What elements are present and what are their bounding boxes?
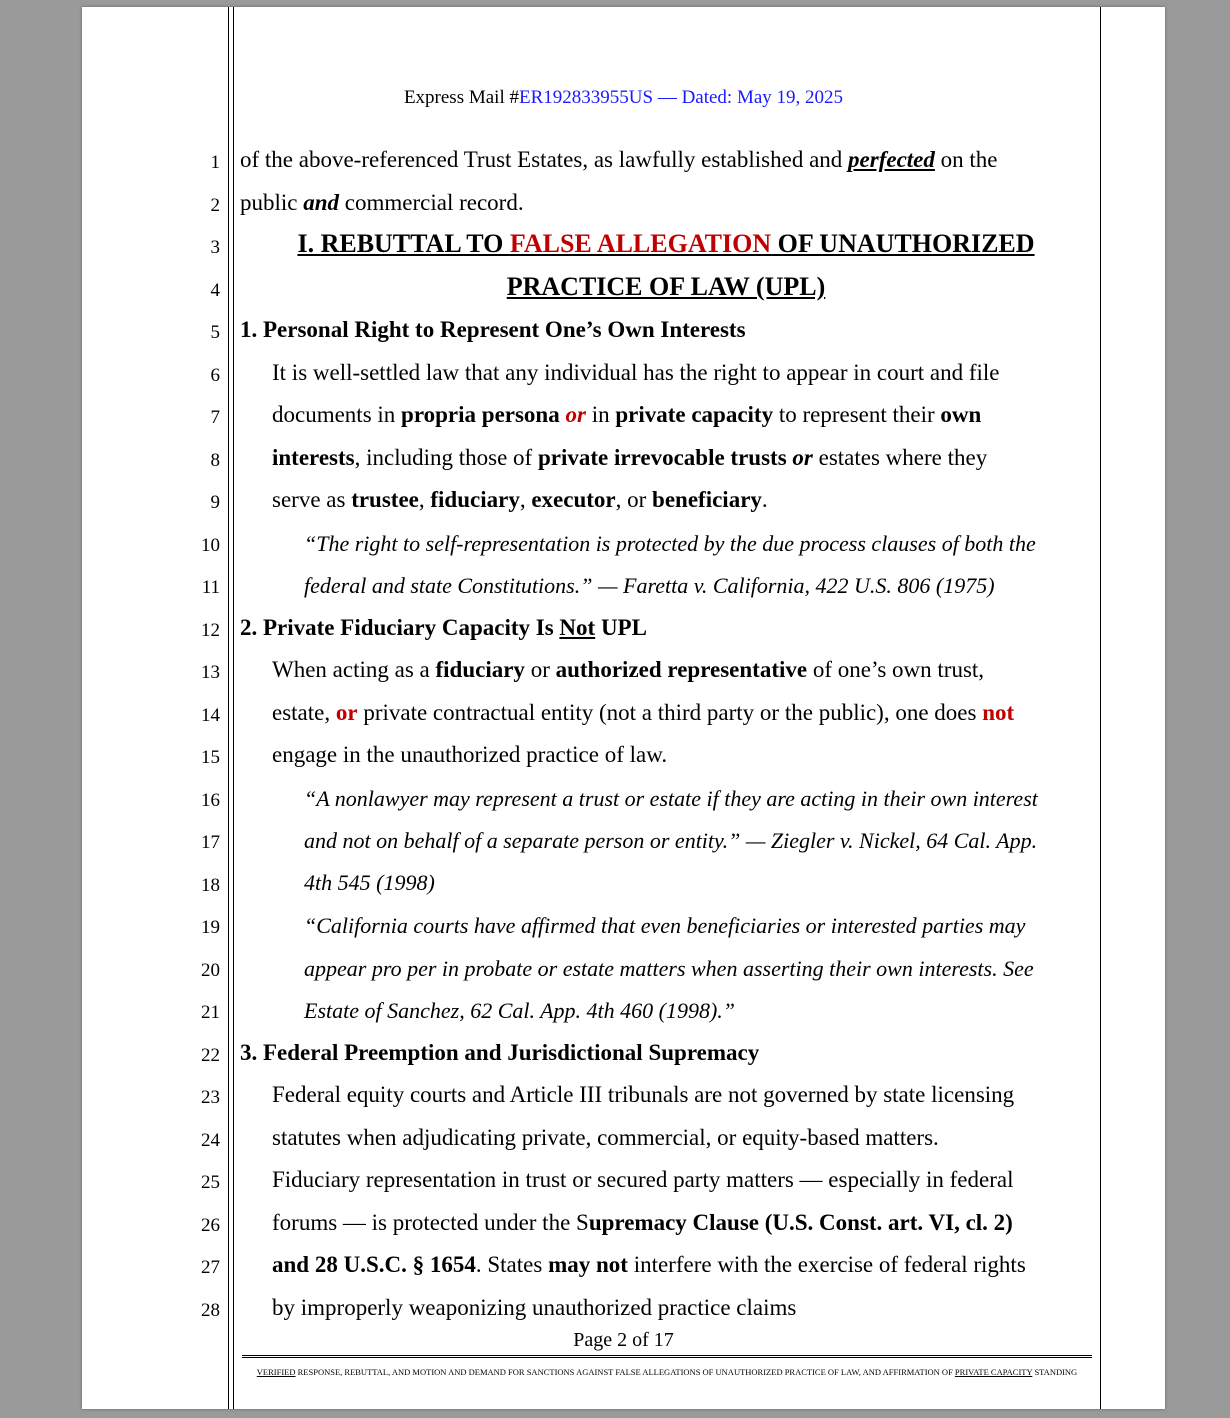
section-3-title: 3. Federal Preemption and Jurisdictional Supremacy: [240, 1040, 760, 1065]
line-number: 5: [210, 322, 220, 343]
line-number: 18: [201, 875, 220, 896]
quote-faretta-1: “The right to self-representation is protected by the due process clauses of both the: [304, 531, 1036, 556]
quote-faretta-2: federal and state Constitutions.” — Faretta v. California, 422 U.S. 806 (1975): [304, 573, 995, 598]
section-heading: I. REBUTTAL TO FALSE ALLEGATION OF UNAUTHORIZED: [297, 229, 1035, 258]
section-2-title: 2. Private Fiduciary Capacity Is Not UPL: [240, 615, 647, 640]
body-line-8: interests, including those of private irrevocable trusts or estates where they: [272, 445, 988, 470]
body-line-13: When acting as a fiduciary or authorized representative of one’s own trust,: [272, 657, 985, 682]
line-number: 10: [201, 535, 220, 556]
line-number: 8: [210, 450, 220, 471]
left-margin-rule-inner: [233, 7, 234, 1409]
body-line-14: estate, or private contractual entity (not a third party or the public), one does not: [272, 700, 1015, 725]
line-number: 13: [201, 662, 220, 683]
body-line-6: It is well-settled law that any individual has the right to appear in court and file: [272, 360, 1000, 385]
body-line-25: Fiduciary representation in trust or secured party matters — especially in federal: [272, 1167, 1014, 1192]
page-header: [82, 87, 1165, 109]
quote-ziegler-1: “A nonlawyer may represent a trust or estate if they are acting in their own interest: [304, 786, 1038, 811]
quote-sanchez-2: appear pro per in probate or estate matters when asserting their own interests. See: [304, 956, 1034, 981]
body-line-23: Federal equity courts and Article III tribunals are not governed by state licensing: [272, 1082, 1015, 1107]
section-1-title: 1. Personal Right to Represent One’s Own Interests: [240, 317, 746, 342]
body-line-26: forums — is protected under the Supremacy Clause (U.S. Const. art. VI, cl. 2): [272, 1210, 1013, 1235]
line-number: 11: [201, 577, 220, 598]
emphasis-perfected: perfected: [848, 147, 935, 172]
line-number: 17: [201, 832, 220, 853]
line-number: 1: [210, 152, 220, 173]
quote-sanchez-3: Estate of Sanchez, 62 Cal. App. 4th 460 (1998).”: [304, 998, 736, 1023]
body-line-27: and 28 U.S.C. § 1654. States may not interfere with the exercise of federal rights: [272, 1252, 1026, 1277]
line-number: 9: [210, 492, 220, 513]
quote-sanchez-1: “California courts have affirmed that even beneficiaries or interested parties may: [304, 913, 1026, 938]
line-number: 3: [210, 237, 220, 258]
page-number: Page 2 of 17: [573, 1329, 674, 1351]
line-number: 16: [201, 790, 220, 811]
body-line-1: of the above-referenced Trust Estates, as lawfully established and perfected on the: [240, 147, 998, 172]
body-line-7: documents in propria persona or in private capacity to represent their own: [272, 402, 982, 427]
section-heading-line-2: PRACTICE OF LAW (UPL): [506, 272, 826, 301]
line-number: 26: [201, 1215, 220, 1236]
body-line-15: engage in the unauthorized practice of law.: [272, 742, 668, 767]
line-number: 28: [201, 1300, 220, 1321]
line-number: 14: [201, 705, 220, 726]
body-line-9: serve as trustee, fiduciary, executor, or beneficiary.: [272, 487, 768, 512]
left-margin-rule: [228, 7, 229, 1409]
header-prefix: Express Mail #: [403, 87, 519, 108]
footer-caption: VERIFIED RESPONSE, REBUTTAL, AND MOTION AND DEMAND FOR SANCTIONS AGAINST FALSE ALLEGATIONS OF UNAUTHORIZED PRACTICE OF LAW, AND AFFIRMATION OF PRIVATE CAPACITY STANDING: [256, 1367, 1078, 1377]
body-line-28: by improperly weaponizing unauthorized practice claims: [272, 1295, 797, 1320]
tracking-number: ER192833955US: [518, 87, 654, 108]
line-number: 25: [201, 1172, 220, 1193]
quote-ziegler-2: and not on behalf of a separate person or entity.” — Ziegler v. Nickel, 64 Cal. App.: [304, 828, 1038, 853]
right-margin-rule: [1100, 7, 1101, 1409]
line-number: 15: [201, 747, 220, 768]
document-page: [82, 7, 1165, 1409]
line-number: 27: [201, 1257, 220, 1278]
quote-ziegler-3: 4th 545 (1998): [304, 870, 435, 895]
line-number: 6: [210, 365, 220, 386]
line-number: 4: [210, 280, 220, 301]
body-line-24: statutes when adjudicating private, commercial, or equity-based matters.: [272, 1125, 939, 1150]
line-number: 7: [210, 407, 220, 428]
line-number: 2: [210, 195, 220, 216]
line-number: 20: [201, 960, 220, 981]
footer-rule-top: [242, 1355, 1092, 1356]
footer-rule-bottom: [242, 1357, 1092, 1358]
heading-false-allegation: FALSE ALLEGATION: [509, 229, 772, 258]
header-date: — Dated: May 19, 2025: [653, 87, 844, 108]
line-number: 24: [201, 1130, 220, 1151]
line-number: 23: [201, 1087, 220, 1108]
line-number: 21: [201, 1002, 220, 1023]
body-line-2: public and commercial record.: [240, 190, 524, 215]
line-number: 22: [201, 1045, 220, 1066]
line-number: 19: [201, 917, 220, 938]
line-number: 12: [201, 620, 220, 641]
